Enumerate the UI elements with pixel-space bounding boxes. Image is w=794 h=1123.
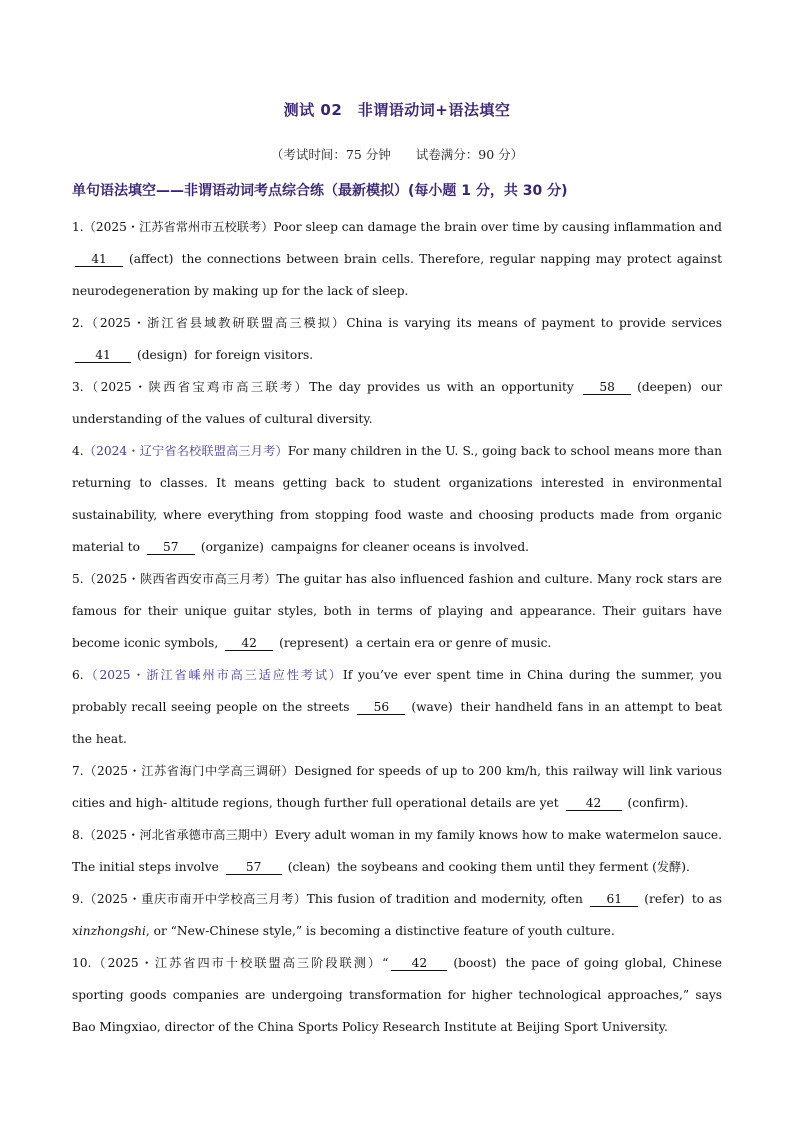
question-text: For many children in the U. S., going back to school means more than returning to classes. It means getting back to student organizations interested in environmental sustainability, where everything from stopping food waste and choosing products made from organic material to xyxy=(72,444,722,554)
question-text: The guitar has also influenced fashion and culture. Many rock stars are famous for their unique guitar styles, both in terms of playing and appearance. Their guitars have become iconic symbols, xyxy=(72,572,722,650)
question-text-after: a certain era or genre of music. xyxy=(355,636,552,650)
answer-blank[interactable]: 42 xyxy=(566,796,622,811)
question-source: （2025・陕西省宝鸡市高三联考） xyxy=(83,380,310,394)
word-hint: (boost) xyxy=(453,956,497,970)
question-source: （2025・河北省承德市高三期中） xyxy=(83,828,275,842)
word-hint: (design) xyxy=(137,348,188,362)
word-hint: (organize) xyxy=(200,540,264,554)
question-text-after: the connections between brain cells. Therefore, regular napping may protect against neurodegeneration by making up for the lack of sleep. xyxy=(72,252,722,298)
exam-info: （考试时间：75 分钟 试卷满分：90 分） xyxy=(270,147,524,162)
question-text: Every adult woman in my family knows how to make watermelon sauce. The initial steps involve xyxy=(72,828,722,874)
question-number: 1. xyxy=(72,220,84,234)
answer-blank[interactable]: 61 xyxy=(590,892,638,907)
question-text-after: for foreign visitors. xyxy=(194,348,314,362)
question-text-after: our understanding of the values of cultural diversity. xyxy=(72,380,723,426)
word-hint: (wave) xyxy=(411,700,453,714)
italic-term: xinzhongshi xyxy=(72,924,146,938)
question-source: （2025・江苏省海门中学高三调研） xyxy=(83,764,295,778)
question-text: Designed for speeds of up to 200 km/h, this railway will link various cities and high- altitude regions, though further full operational details are yet xyxy=(72,764,722,810)
question-text: If you’ve ever spent time in China during the summer, you probably recall seeing people on the streets xyxy=(72,668,722,714)
question-source: （2025・重庆市南开中学校高三月考） xyxy=(83,892,307,906)
question-number: 6. xyxy=(72,668,84,682)
question-number: 10. xyxy=(72,956,92,970)
question-3 xyxy=(72,371,722,435)
answer-blank[interactable]: 42 xyxy=(391,956,447,971)
question-number: 4. xyxy=(72,444,84,458)
question-list xyxy=(72,211,722,1043)
question-source: （2024・辽宁省名校联盟高三月考） xyxy=(83,444,288,458)
question-text: China is varying its means of payment to provide services xyxy=(346,316,722,330)
question-10 xyxy=(72,947,722,1043)
word-hint: (clean) xyxy=(287,860,331,874)
question-2 xyxy=(72,307,722,371)
question-number: 5. xyxy=(72,572,84,586)
question-8 xyxy=(72,819,722,883)
question-text-after: campaigns for cleaner oceans is involved. xyxy=(270,540,530,554)
question-number: 9. xyxy=(72,892,84,906)
question-text-after: the pace of going global, Chinese sporting goods companies are undergoing transformation for higher technological approaches,” says Bao Mingxiao, director of the China Sports Policy Research Institute at Beijing Sport University. xyxy=(72,956,722,1034)
word-hint: (deepen) xyxy=(637,380,692,394)
question-text: “ xyxy=(382,956,389,970)
question-text: The day provides us with an opportunity xyxy=(309,380,574,394)
question-7 xyxy=(72,755,722,819)
answer-blank[interactable]: 57 xyxy=(147,540,195,555)
question-number: 8. xyxy=(72,828,84,842)
word-hint: (refer) xyxy=(644,892,685,906)
answer-blank[interactable]: 58 xyxy=(583,380,631,395)
question-source: （2025・陕西省西安市高三月考） xyxy=(83,572,277,586)
question-9 xyxy=(72,883,722,947)
answer-blank[interactable]: 41 xyxy=(75,252,123,267)
word-hint: (confirm). xyxy=(627,796,689,810)
question-text-after: , or “New-Chinese style,” is becoming a distinctive feature of youth culture. xyxy=(145,924,615,938)
question-number: 7. xyxy=(72,764,84,778)
question-source: （2025・浙江省县域教研联盟高三模拟） xyxy=(83,316,347,330)
question-text: Poor sleep can damage the brain over time by causing inflammation and xyxy=(273,220,722,234)
section-heading: 单句语法填空——非谓语动词考点综合练（最新模拟）(每小题 1 分，共 30 分) xyxy=(72,183,568,199)
answer-blank[interactable]: 57 xyxy=(226,860,282,875)
question-1 xyxy=(72,211,722,307)
question-number: 3. xyxy=(72,380,84,394)
question-text-after: their handheld fans in an attempt to beat the heat. xyxy=(72,700,723,746)
question-4 xyxy=(72,435,722,563)
question-source: （2025・浙江省嵊州市高三适应性考试） xyxy=(83,668,343,682)
answer-blank[interactable]: 41 xyxy=(75,348,131,363)
question-source: （2025・江苏省四市十校联盟高三阶段联测） xyxy=(91,956,383,970)
word-hint: (represent) xyxy=(279,636,349,650)
question-source: （2025・江苏省常州市五校联考） xyxy=(83,220,274,234)
question-text-mid: to as xyxy=(691,892,722,906)
question-number: 2. xyxy=(72,316,84,330)
word-hint: (affect) xyxy=(129,252,174,266)
question-5 xyxy=(72,563,722,659)
answer-blank[interactable]: 42 xyxy=(225,636,273,651)
question-6 xyxy=(72,659,722,755)
page-title: 测试 02 非谓语动词+语法填空 xyxy=(283,101,511,119)
answer-blank[interactable]: 56 xyxy=(357,700,405,715)
question-text: This fusion of tradition and modernity, often xyxy=(306,892,583,906)
question-text-after: the soybeans and cooking them until they ferment (发酵). xyxy=(337,860,690,874)
